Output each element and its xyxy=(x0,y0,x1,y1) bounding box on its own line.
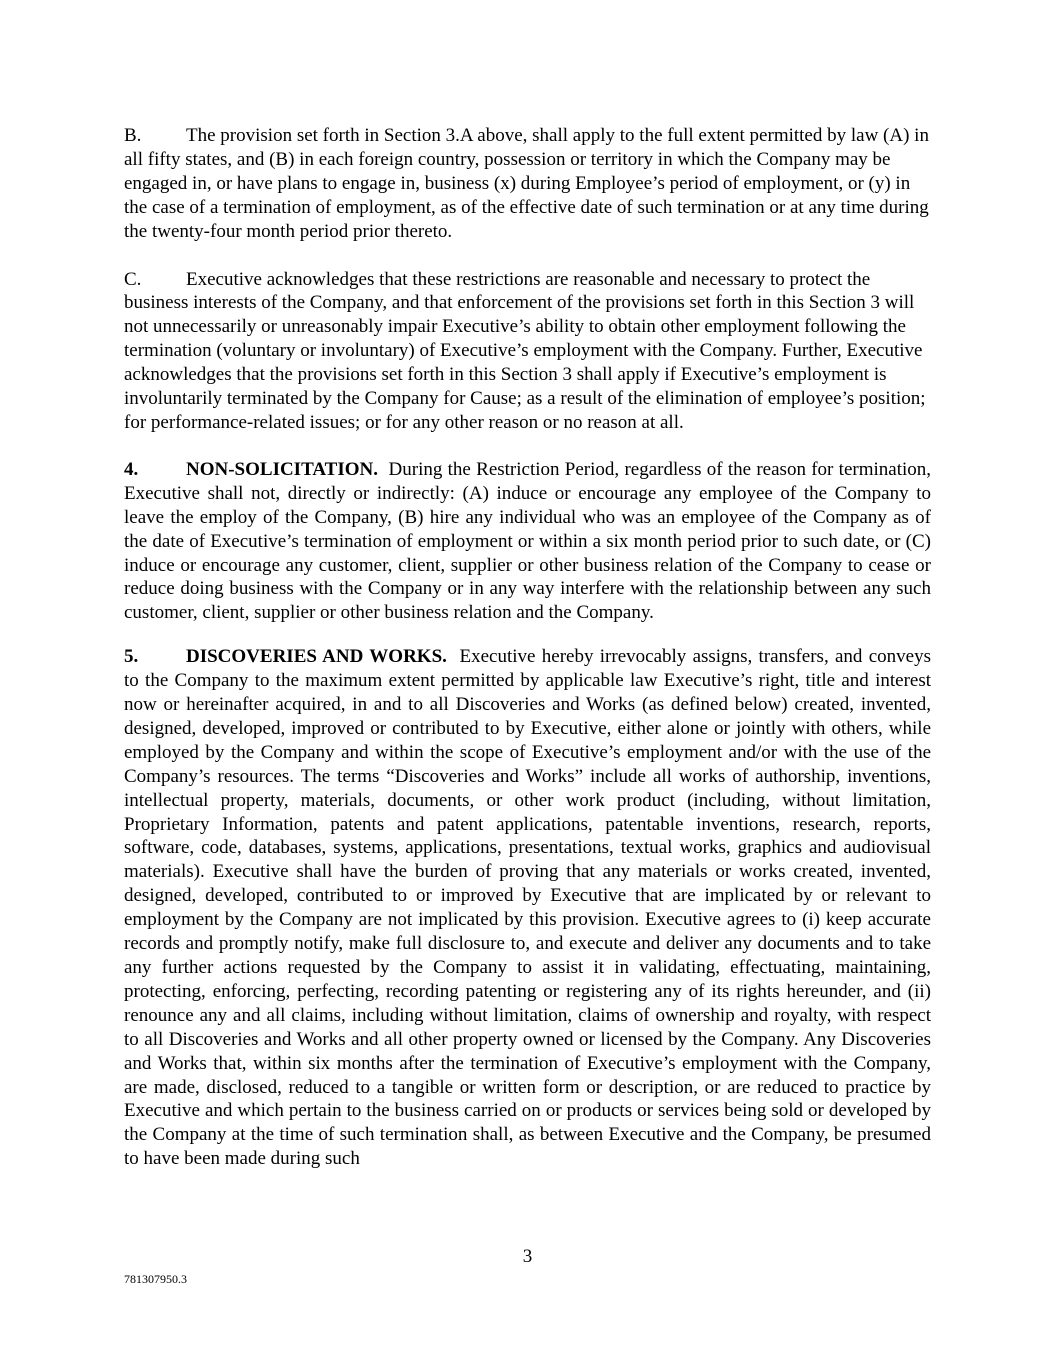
section-4-text: During the Restriction Period, regardless of the reason for termination, Executive shall not, directly or indirectly: (A) induce or encourage any employee of the Company to leave the employ of the Company, (B) hire any individual who was an employee of the Company as of the date of Executive’s termination of employment or within a six month period prior to such date, or (C) induce or encourage any customer, client, supplier or other business relation of the Company to cease or reduce doing business with the Company or in any way interfere with the relationship between any such customer, client, supplier or other business relation and the Company. xyxy=(124,458,932,624)
paragraph-label-c: C. xyxy=(124,268,142,290)
section-5-number: 5. xyxy=(124,646,139,668)
document-body xyxy=(124,124,931,1171)
document-id: 781307950.3 xyxy=(124,1272,187,1286)
page-number: 3 xyxy=(522,1246,533,1267)
paragraph-b-text: The provision set forth in Section 3.A above, shall apply to the full extent permitted by law (A) in all fifty states, and (B) in each foreign country, possession or territory in which the Company may be engaged in, or have plans to engage in, business (x) during Employee’s period of employment, or (y) in the case of a termination of employment, as of the effective date of such termination or at any time during the twenty-four month period prior thereto. xyxy=(124,125,929,242)
paragraph-b xyxy=(124,124,931,244)
section-5-heading: DISCOVERIES AND WORKS. xyxy=(186,646,447,668)
section-5-discoveries-and-works xyxy=(124,645,931,1171)
section-4-number: 4. xyxy=(124,458,139,480)
paragraph-label-b: B. xyxy=(124,125,142,146)
section-4-non-solicitation xyxy=(124,458,931,625)
paragraph-c xyxy=(124,268,931,435)
paragraph-c-text: Executive acknowledges that these restrictions are reasonable and necessary to protect the business interests of the Company, and that enforcement of the provisions set forth in this Section 3 will not unnecessarily or unreasonably impair Executive’s ability to obtain other employment following the termination (voluntary or involuntary) of Executive’s employment with the Company. Further, Executive acknowledges that the provisions set forth in this Section 3 shall apply if Executive’s employment is involuntarily terminated by the Company for Cause; as a result of the elimination of employee’s position; for performance-related issues; or for any other reason or no reason at all. xyxy=(124,268,926,433)
section-4-heading: NON-SOLICITATION. xyxy=(186,458,378,480)
section-5-text: Executive hereby irrevocably assigns, transfers, and conveys to the Company to the maximum extent permitted by applicable law Executive’s right, title and interest now or hereinafter acquired, in and to all Discoveries and Works (as defined below) created, invented, designed, developed, improved or contributed to by Executive, either alone or jointly with others, while employed by the Company and within the scope of Executive’s employment and/or with the use of the Company’s resources. The terms “Discoveries and Works” include all works of authorship, inventions, intellectual property, materials, documents, or other work product (including, without limitation, Proprietary Information, patents and patent applications, patentable inventions, research, reports, software, code, databases, systems, applications, presentations, textual works, graphics and audiovisual materials). Executive shall have the burden of proving that any materials or works created, invented, designed, developed, contributed to or improved by Executive that are implicated by or relevant to employment by the Company are not implicated by this provision. Executive agrees to (i) keep accurate records and promptly notify, make full disclosure to, and execute and deliver any documents and to take any further actions requested by the Company to assist it in validating, effectuating, maintaining, protecting, enforcing, perfecting, recording patenting or registering any of its rights hereunder, and (ii) renounce any and all claims, including without limitation, claims of ownership and royalty, with respect to all Discoveries and Works and all other property owned or licensed by the Company. Any Discoveries and Works that, within six months after the termination of Executive’s employment with the Company, are made, disclosed, reduced to a tangible or written form or description, or are reduced to practice by Executive and which pertain to the business carried on or products or services being sold or developed by the Company at the time of such termination shall, as between Executive and the Company, be presumed to have been made during such xyxy=(124,646,931,1170)
